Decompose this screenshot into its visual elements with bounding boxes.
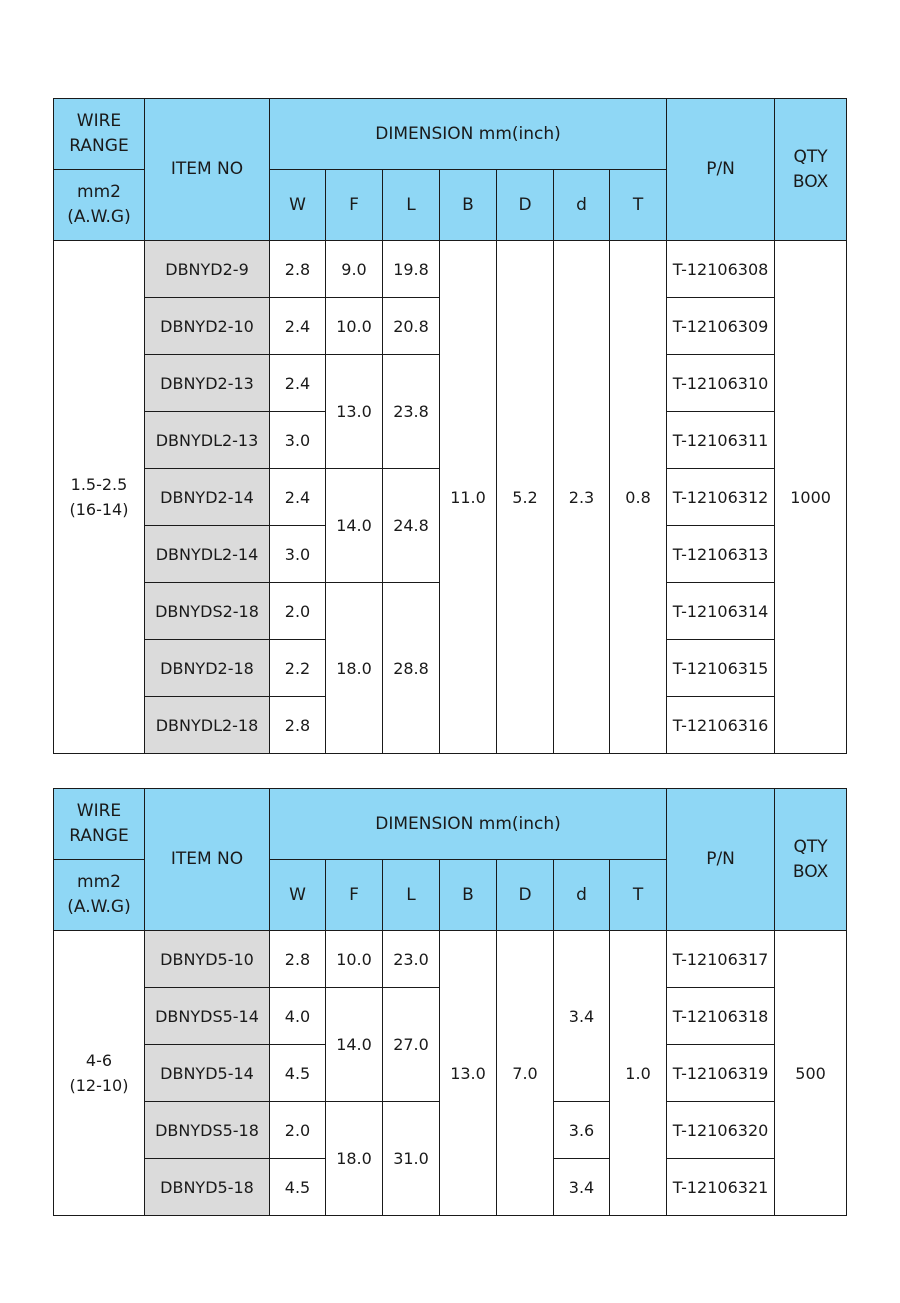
item-no-header: ITEM NO — [145, 99, 270, 241]
wire-range-value: 1.5-2.5 (16-14) — [54, 241, 145, 754]
dim-f-header: F — [326, 860, 383, 931]
small-d-cell-empty — [554, 931, 610, 988]
pn-header: P/N — [667, 789, 775, 931]
l-cell: 27.0 — [383, 988, 440, 1102]
l-cell: 20.8 — [383, 298, 440, 355]
l-cell: 28.8 — [383, 583, 440, 754]
units-header: mm2 (A.W.G) — [54, 170, 145, 241]
w-cell: 3.0 — [270, 412, 326, 469]
w-cell: 4.0 — [270, 988, 326, 1045]
dimension-header: DIMENSION mm(inch) — [270, 789, 667, 860]
small-d-cell-empty — [554, 1045, 610, 1102]
pn-cell: T-12106313 — [667, 526, 775, 583]
small-d-cell: 2.3 — [554, 241, 610, 754]
qty-box-header: QTY BOX — [775, 789, 847, 931]
w-cell: 2.4 — [270, 355, 326, 412]
w-cell: 2.2 — [270, 640, 326, 697]
pn-cell: T-12106317 — [667, 931, 775, 988]
pn-cell: T-12106319 — [667, 1045, 775, 1102]
dim-d-header: D — [497, 170, 554, 241]
d-cell: 5.2 — [497, 241, 554, 754]
small-d-cell: 3.4 — [554, 1159, 610, 1216]
item-no-cell: DBNYD5-18 — [145, 1159, 270, 1216]
item-no-cell: DBNYDL2-13 — [145, 412, 270, 469]
wire-range-header: WIRE RANGE — [54, 99, 145, 170]
small-d-cell: 3.4 — [554, 988, 610, 1045]
b-cell: 13.0 — [440, 931, 497, 1216]
table-row — [54, 931, 847, 988]
f-cell: 14.0 — [326, 988, 383, 1102]
pn-cell: T-12106321 — [667, 1159, 775, 1216]
pn-cell: T-12106320 — [667, 1102, 775, 1159]
item-no-cell: DBNYDS2-18 — [145, 583, 270, 640]
dim-l-header: L — [383, 170, 440, 241]
qty-cell: 500 — [775, 931, 847, 1216]
item-no-cell: DBNYD5-10 — [145, 931, 270, 988]
item-no-cell: DBNYDS5-18 — [145, 1102, 270, 1159]
dim-small-d-header: d — [554, 860, 610, 931]
pn-cell: T-12106312 — [667, 469, 775, 526]
item-no-cell: DBNYD2-10 — [145, 298, 270, 355]
pn-cell: T-12106316 — [667, 697, 775, 754]
item-no-cell: DBNYDL2-18 — [145, 697, 270, 754]
item-no-cell: DBNYD2-9 — [145, 241, 270, 298]
f-cell: 18.0 — [326, 583, 383, 754]
dim-t-header: T — [610, 170, 667, 241]
pn-cell: T-12106318 — [667, 988, 775, 1045]
table-row — [54, 241, 847, 298]
f-cell: 10.0 — [326, 298, 383, 355]
item-no-cell: DBNYDL2-14 — [145, 526, 270, 583]
w-cell: 3.0 — [270, 526, 326, 583]
w-cell: 4.5 — [270, 1159, 326, 1216]
w-cell: 4.5 — [270, 1045, 326, 1102]
l-cell: 19.8 — [383, 241, 440, 298]
wire-range-value: 4-6 (12-10) — [54, 931, 145, 1216]
units-header: mm2 (A.W.G) — [54, 860, 145, 931]
w-cell: 2.4 — [270, 298, 326, 355]
pn-cell: T-12106309 — [667, 298, 775, 355]
pn-cell: T-12106314 — [667, 583, 775, 640]
b-cell: 11.0 — [440, 241, 497, 754]
qty-cell: 1000 — [775, 241, 847, 754]
dim-l-header: L — [383, 860, 440, 931]
dim-w-header: W — [270, 860, 326, 931]
l-cell: 23.0 — [383, 931, 440, 988]
t-cell: 0.8 — [610, 241, 667, 754]
f-cell: 9.0 — [326, 241, 383, 298]
f-cell: 13.0 — [326, 355, 383, 469]
dim-small-d-header: d — [554, 170, 610, 241]
item-no-cell: DBNYD2-18 — [145, 640, 270, 697]
terminal-spec-table-1 — [53, 98, 847, 754]
pn-cell: T-12106315 — [667, 640, 775, 697]
dim-t-header: T — [610, 860, 667, 931]
f-cell: 14.0 — [326, 469, 383, 583]
l-cell: 31.0 — [383, 1102, 440, 1216]
dimension-header: DIMENSION mm(inch) — [270, 99, 667, 170]
pn-cell: T-12106310 — [667, 355, 775, 412]
dim-d-header: D — [497, 860, 554, 931]
w-cell: 2.4 — [270, 469, 326, 526]
dim-b-header: B — [440, 860, 497, 931]
w-cell: 2.0 — [270, 1102, 326, 1159]
w-cell: 2.8 — [270, 931, 326, 988]
item-no-header: ITEM NO — [145, 789, 270, 931]
dim-f-header: F — [326, 170, 383, 241]
pn-cell: T-12106308 — [667, 241, 775, 298]
w-cell: 2.8 — [270, 697, 326, 754]
w-cell: 2.8 — [270, 241, 326, 298]
small-d-cell: 3.6 — [554, 1102, 610, 1159]
qty-box-header: QTY BOX — [775, 99, 847, 241]
item-no-cell: DBNYDS5-14 — [145, 988, 270, 1045]
w-cell: 2.0 — [270, 583, 326, 640]
item-no-cell: DBNYD5-14 — [145, 1045, 270, 1102]
dim-w-header: W — [270, 170, 326, 241]
pn-cell: T-12106311 — [667, 412, 775, 469]
f-cell: 10.0 — [326, 931, 383, 988]
t-cell: 1.0 — [610, 931, 667, 1216]
item-no-cell: DBNYD2-13 — [145, 355, 270, 412]
d-cell: 7.0 — [497, 931, 554, 1216]
wire-range-header: WIRE RANGE — [54, 789, 145, 860]
item-no-cell: DBNYD2-14 — [145, 469, 270, 526]
f-cell: 18.0 — [326, 1102, 383, 1216]
l-cell: 24.8 — [383, 469, 440, 583]
dim-b-header: B — [440, 170, 497, 241]
l-cell: 23.8 — [383, 355, 440, 469]
pn-header: P/N — [667, 99, 775, 241]
terminal-spec-table-2 — [53, 788, 847, 1216]
